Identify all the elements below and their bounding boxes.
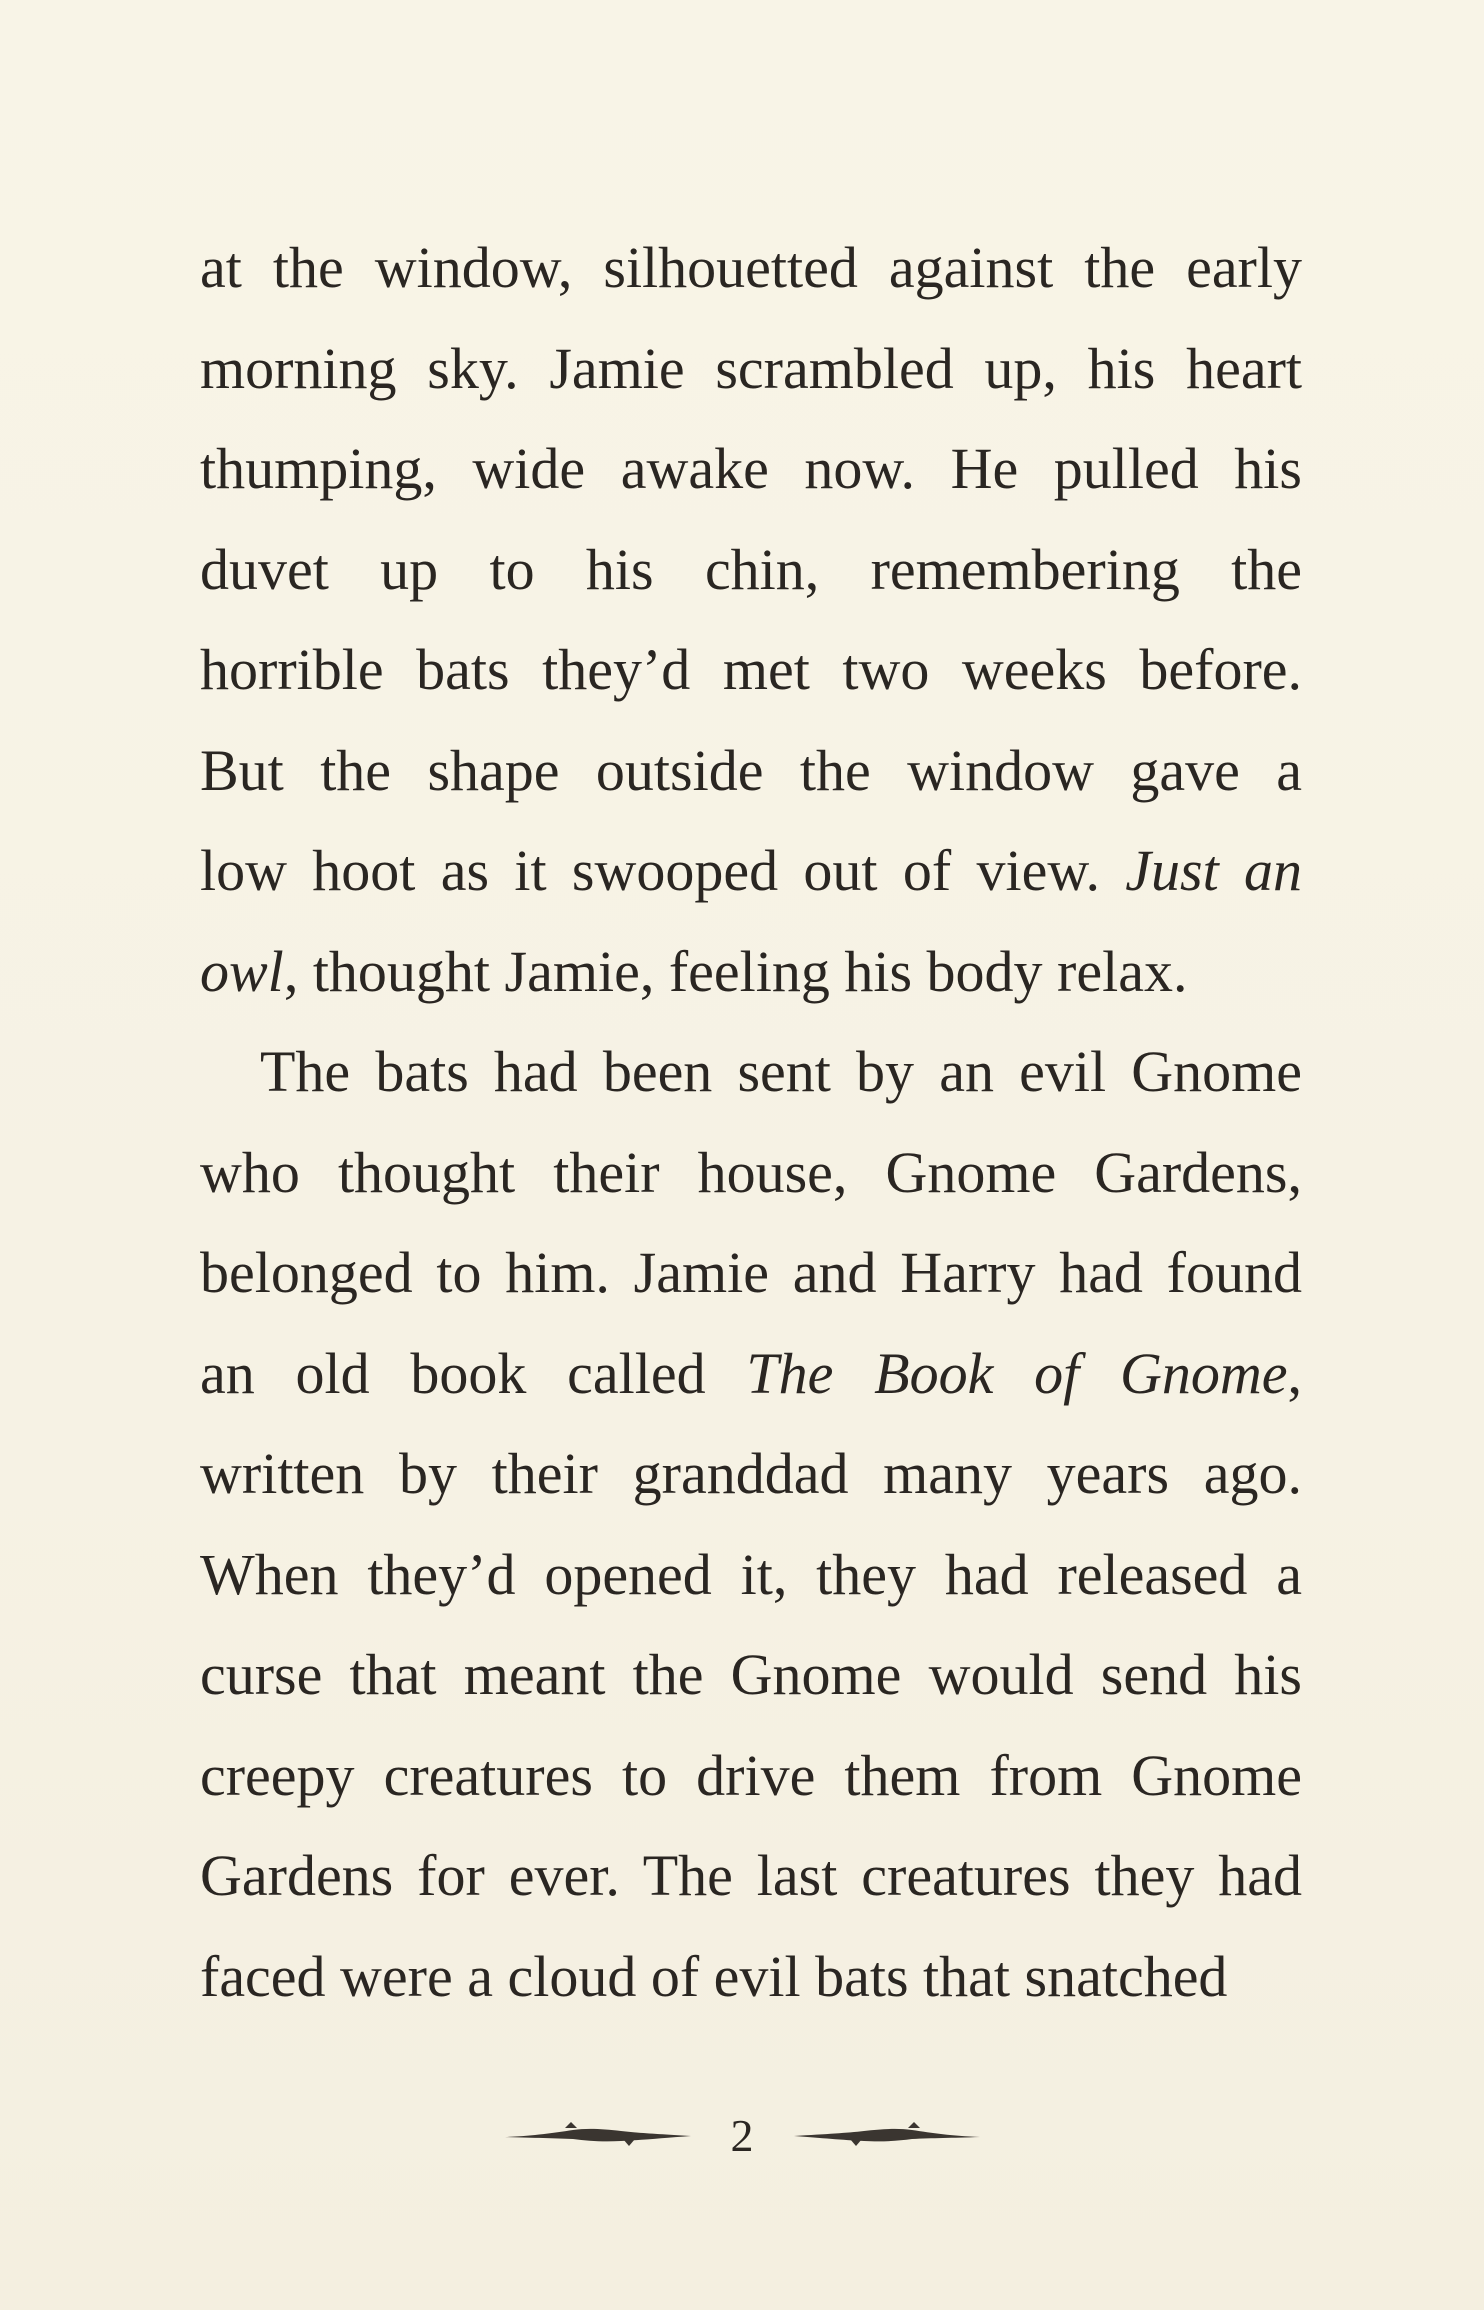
paragraph <box>200 1022 1302 2027</box>
text-segment: curse that meant the Gnome would send his <box>200 1642 1302 1707</box>
text-segment: written by their granddad many years ago. <box>200 1441 1302 1506</box>
text-line <box>200 1022 1302 1123</box>
text-line <box>200 620 1302 721</box>
text-segment: morning sky. Jamie scrambled up, his heart <box>200 335 1302 401</box>
text-line <box>200 319 1302 420</box>
italic-text: owl <box>200 938 284 1004</box>
right-ornament-icon <box>792 2120 982 2150</box>
text-line <box>200 1826 1302 1927</box>
text-line <box>200 1625 1302 1726</box>
text-segment: , thought Jamie, feeling his body relax. <box>283 938 1188 1004</box>
page-footer <box>0 2095 1484 2175</box>
text-segment: When they’d opened it, they had released a <box>200 1541 1302 1607</box>
text-line <box>200 1223 1302 1324</box>
text-line <box>200 1525 1302 1626</box>
left-ornament-icon <box>503 2120 693 2150</box>
text-line <box>200 1123 1302 1224</box>
body-text <box>200 218 1302 2027</box>
text-segment: who thought their house, Gnome Gardens, <box>200 1139 1302 1205</box>
text-line <box>200 520 1302 621</box>
text-segment: belonged to him. Jamie and Harry had found <box>200 1240 1302 1305</box>
italic-text: The Book of Gnome <box>746 1340 1288 1406</box>
text-segment: horrible bats they’d met two weeks before. <box>200 637 1302 702</box>
page-number: 2 <box>730 2109 754 2161</box>
text-segment: an old book called <box>200 1340 747 1406</box>
text-segment: at the window, silhouetted against the early <box>200 235 1302 300</box>
text-line <box>200 218 1302 319</box>
text-segment: Gardens for ever. The last creatures they had <box>200 1843 1302 1908</box>
text-line <box>200 721 1302 822</box>
text-line <box>200 922 1302 1023</box>
italic-text: Just an <box>1125 838 1302 903</box>
text-segment: creepy creatures to drive them from Gnome <box>200 1742 1302 1808</box>
text-line <box>200 821 1302 922</box>
text-segment: The bats had been sent by an evil Gnome <box>260 1039 1302 1104</box>
text-segment: , <box>1287 1340 1302 1406</box>
text-line <box>200 1726 1302 1827</box>
text-line <box>200 1927 1302 2028</box>
text-line <box>200 419 1302 520</box>
text-segment: low hoot as it swooped out of view. <box>200 838 1126 903</box>
paragraph <box>200 218 1302 1022</box>
text-segment: faced were a cloud of evil bats that snatched <box>200 1943 1228 2009</box>
text-line <box>200 1324 1302 1425</box>
text-segment: But the shape outside the window gave a <box>200 737 1302 803</box>
text-segment: thumping, wide awake now. He pulled his <box>200 436 1302 501</box>
text-line <box>200 1424 1302 1525</box>
text-segment: duvet up to his chin, remembering the <box>200 536 1302 602</box>
